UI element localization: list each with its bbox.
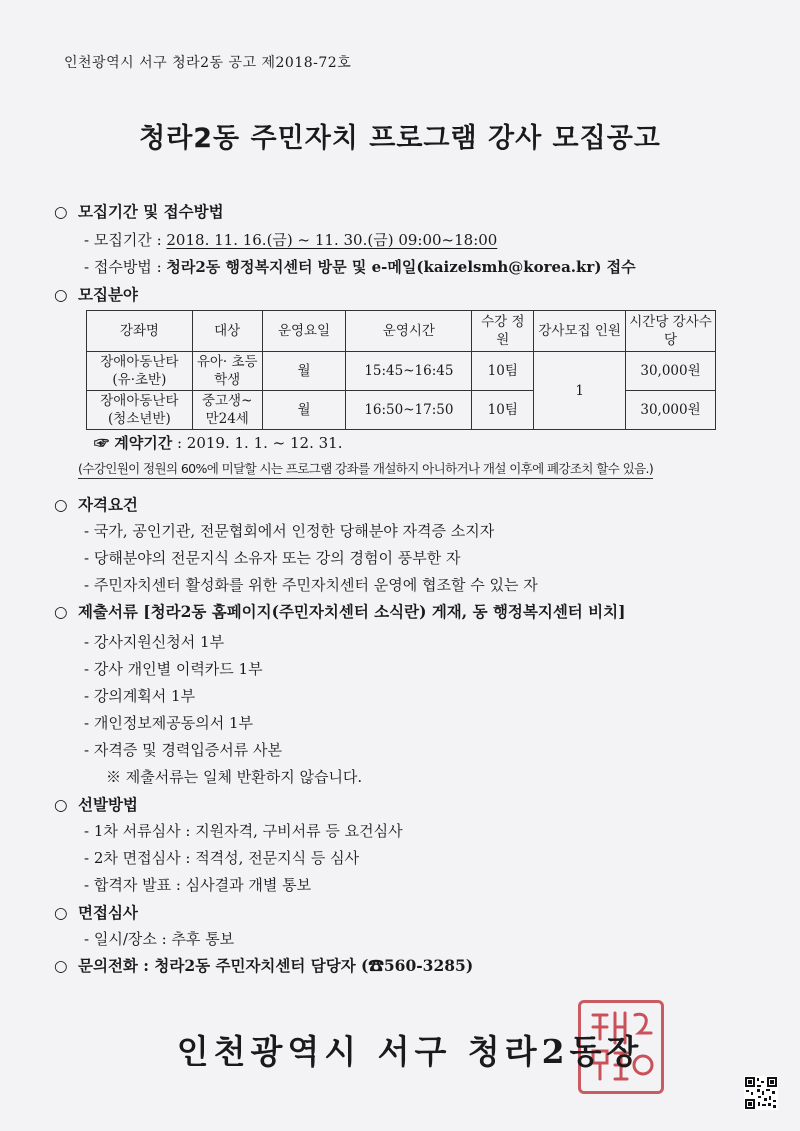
list-item: - 개인정보제공동의서 1부 (84, 714, 254, 732)
column-header: 강사모집 인원 (534, 311, 626, 352)
contract-period-line (94, 432, 342, 453)
section-bullet: ○ (54, 202, 68, 221)
recruit-count-cell: 1 (534, 352, 626, 430)
target-cell: 중고생~ 만24세 (192, 391, 262, 430)
day-cell: 월 (262, 391, 346, 430)
column-header: 수강 정원 (472, 311, 534, 352)
time-cell: 16:50~17:50 (346, 391, 472, 430)
contact-line: ○ 문의전화 : 청라2동 주민자치센터 담당자 (☎560-3285) (54, 956, 474, 975)
column-header: 운영요일 (262, 311, 346, 352)
course-name-cell: 장애아동난타 (청소년반) (87, 391, 193, 430)
section-heading-field: ○ 모집분야 (54, 285, 138, 304)
column-header: 강좌명 (87, 311, 193, 352)
section-heading-period: ○ 모집기간 및 접수방법 (54, 202, 224, 221)
list-item: - 2차 면접심사 : 적격성, 전문지식 등 심사 (84, 849, 360, 867)
contract-period-value: : 2019. 1. 1. ~ 12. 31. (172, 434, 343, 452)
column-header: 운영시간 (346, 311, 472, 352)
section-heading-qualification: ○ 자격요건 (54, 495, 138, 514)
time-cell: 15:45~16:45 (346, 352, 472, 391)
document-number: 인천광역시 서구 청라2동 공고 제2018-72호 (64, 55, 352, 71)
day-cell: 월 (262, 352, 346, 391)
page-title: 청라2동 주민자치 프로그램 강사 모집공고 (139, 123, 661, 154)
section-heading-interview: ○ 면접심사 (54, 903, 138, 922)
pay-cell: 30,000원 (626, 391, 716, 430)
list-item: - 강사 개인별 이력카드 1부 (84, 660, 263, 678)
column-header: 대상 (192, 311, 262, 352)
program-table (86, 310, 716, 430)
list-item: - 주민자치센터 활성화를 위한 주민자치센터 운영에 협조할 수 있는 자 (84, 576, 538, 594)
list-item: - 1차 서류심사 : 지원자격, 구비서류 등 요건심사 (84, 822, 403, 840)
recruit-period-value: 2018. 11. 16.(금) ~ 11. 30.(금) 09:00~18:00 (166, 231, 498, 249)
contact-text: 문의전화 : 청라2동 주민자치센터 담당자 (☎560-3285) (78, 956, 474, 975)
application-method-line: - 접수방법 : 청라2동 행정복지센터 방문 및 e-메일(kaizelsmh@korea.kr) 접수 (84, 258, 636, 276)
contract-period-label: ☞ 계약기간 (94, 434, 173, 452)
list-item: - 국가, 공인기관, 전문협회에서 인정한 당해분야 자격증 소지자 (84, 522, 495, 540)
cancellation-note: (수강인원이 정원의 60%에 미달할 시는 프로그램 강좌를 개설하지 아니하거나 개설 이후에 폐강조치 할수 있음.) (78, 459, 728, 477)
table-header-row (87, 311, 716, 352)
list-item: - 강의계획서 1부 (84, 687, 196, 705)
capacity-cell: 10팀 (472, 391, 534, 430)
target-cell: 유아· 초등학생 (192, 352, 262, 391)
pay-cell: 30,000원 (626, 352, 716, 391)
section-heading-documents: ○ 제출서류 [청라2동 홈페이지(주민자치센터 소식란) 게재, 동 행정복지센터 비치] (54, 602, 626, 621)
table-row (87, 352, 716, 391)
course-name-cell: 장애아동난타 (유·초반) (87, 352, 193, 391)
list-item: - 일시/장소 : 추후 통보 (84, 930, 235, 948)
capacity-cell: 10팀 (472, 352, 534, 391)
issuer-signature: 인천광역시 서구 청라2동장 (176, 1032, 644, 1071)
application-method-value: 청라2동 행정복지센터 방문 및 e-메일(kaizelsmh@korea.kr) 접수 (166, 258, 636, 276)
column-header: 시간당 강사수당 (626, 311, 716, 352)
documents-return-note: ※ 제출서류는 일체 반환하지 않습니다. (106, 768, 363, 786)
list-item: - 자격증 및 경력입증서류 사본 (84, 741, 283, 759)
list-item: - 강사지원신청서 1부 (84, 633, 225, 651)
qr-code-icon (744, 1076, 778, 1110)
list-item: - 합격자 발표 : 심사결과 개별 통보 (84, 876, 312, 894)
list-item: - 당해분야의 전문지식 소유자 또는 강의 경험이 풍부한 자 (84, 549, 461, 567)
recruit-period-line: - 모집기간 : 2018. 11. 16.(금) ~ 11. 30.(금) 09:00~18:00 (84, 231, 498, 249)
section-heading-selection: ○ 선발방법 (54, 795, 138, 814)
